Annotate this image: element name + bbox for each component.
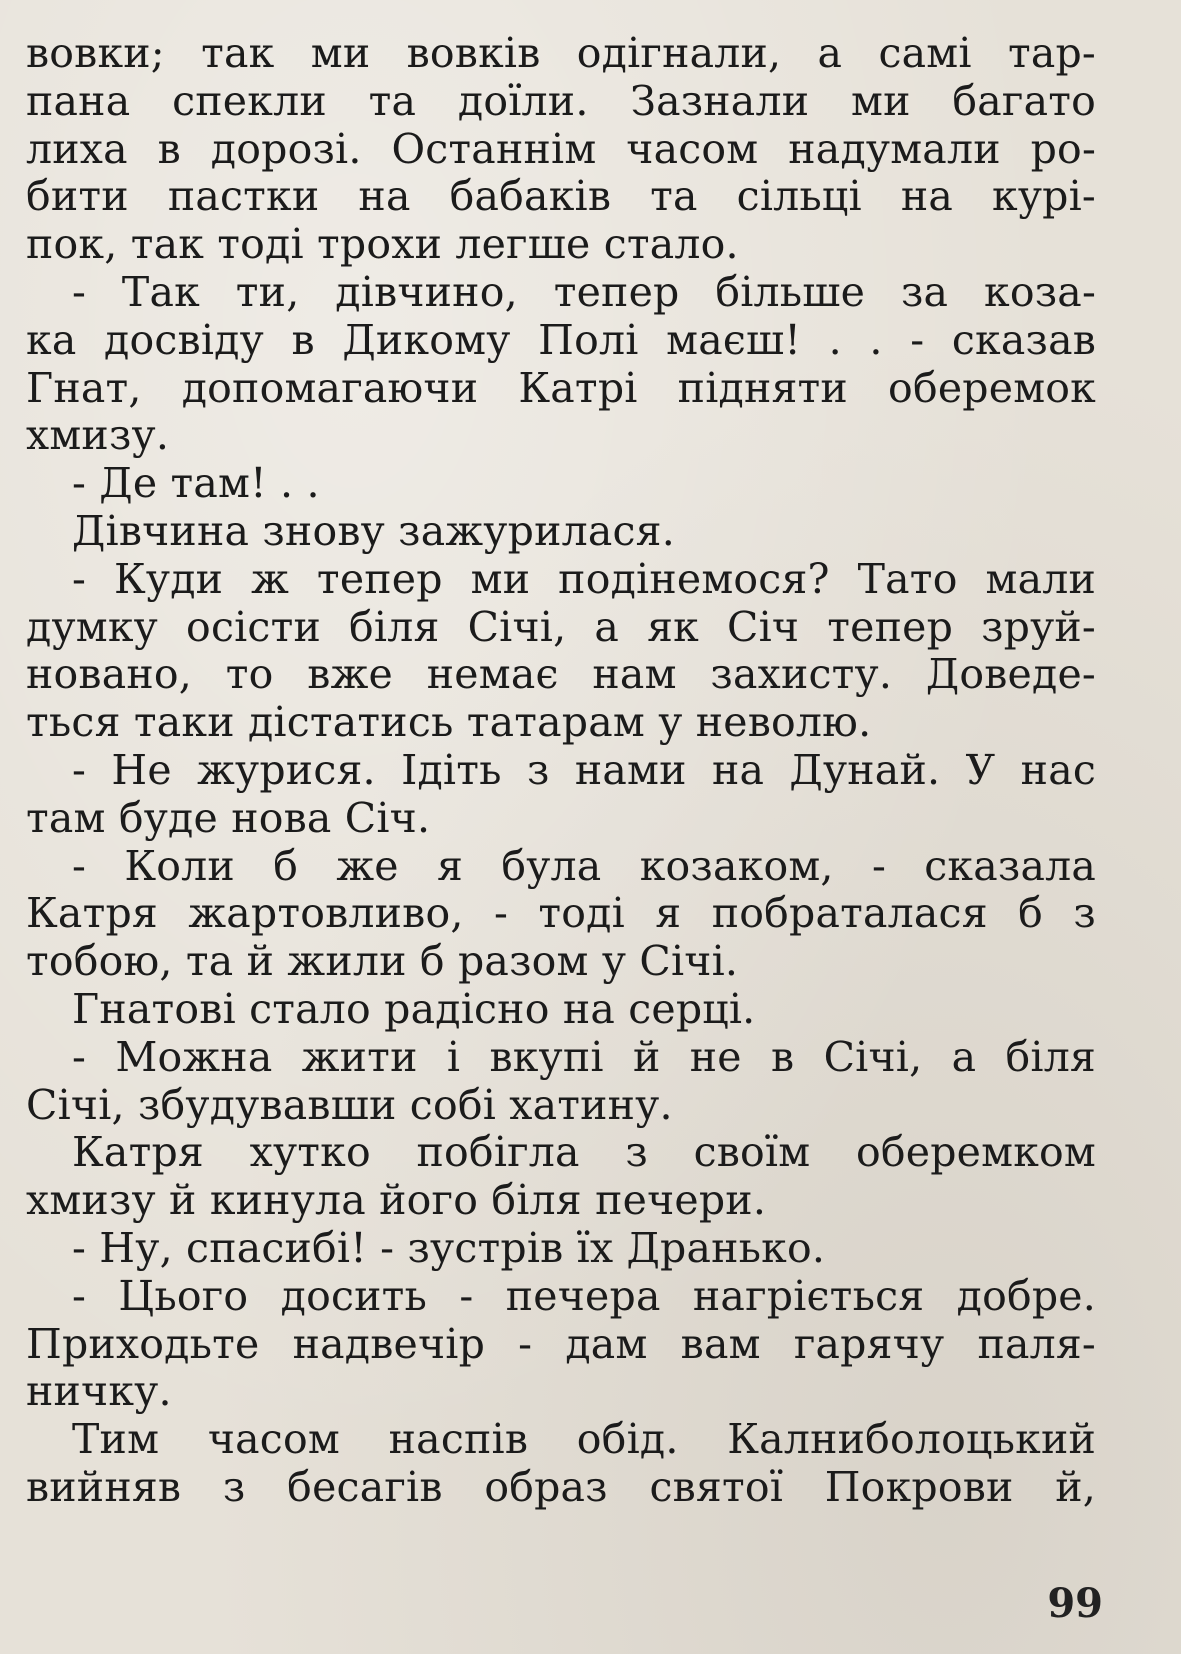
text-line: Гнатові стало радісно на серці. [72, 984, 756, 1033]
page-number: 99 [1047, 1580, 1103, 1627]
text-line: вовки; так ми вовків одігнали, а самі тар- [26, 29, 1096, 77]
text-line: хмизу й кинула його біля печери. [26, 1176, 767, 1225]
text-line: - Ну, спасибі! - зустрів їх Дранько. [72, 1223, 826, 1272]
page-text [26, 30, 1096, 1512]
text-line: Тим часом наспів обід. Калниболоцький [72, 1415, 1096, 1464]
text-line: думку осісти біля Січі, а як Січ тепер зруй- [26, 602, 1096, 651]
text-line: Дівчина знову зажурилася. [72, 506, 675, 555]
text-line: лиха в дорозі. Останнім часом надумали ро- [26, 124, 1096, 173]
text-line: - Можна жити і вкупі й не в Січі, а біля [72, 1032, 1096, 1081]
text-line: Гнат, допомагаючи Катрі підняти оберемок [26, 363, 1096, 412]
text-line: ка досвіду в Дикому Полі маєш! . . - сказав [26, 315, 1096, 364]
text-line: Катря жартовливо, - тоді я побраталася б з [26, 889, 1096, 938]
text-line: там буде нова Січ. [26, 793, 431, 842]
text-line: бити пастки на бабаків та сільці на курі- [26, 172, 1096, 221]
text-line: - Де там! . . [72, 459, 320, 508]
text-line: вийняв з бесагів образ святої Покрови й, [26, 1462, 1096, 1511]
text-line: Приходьте надвечір - дам вам гарячу паля- [26, 1319, 1096, 1368]
text-line: Січі, збудувавши собі хатину. [26, 1080, 673, 1129]
text-line: хмизу. [26, 411, 170, 460]
text-line: - Не журися. Ідіть з нами на Дунай. У нас [72, 745, 1096, 794]
text-line: - Куди ж тепер ми подінемося? Тато мали [72, 554, 1096, 603]
text-line: ничку. [26, 1367, 172, 1416]
text-line: пана спекли та доїли. Зазнали ми багато [26, 76, 1096, 125]
text-line: - Коли б же я була козаком, - сказала [72, 841, 1096, 890]
text-line: - Так ти, дівчино, тепер більше за коза- [72, 267, 1096, 316]
text-line: - Цього досить - печера нагріється добре. [72, 1271, 1096, 1320]
text-line: ться таки дістатись татарам у неволю. [26, 698, 872, 747]
text-line: тобою, та й жили б разом у Січі. [26, 937, 739, 986]
text-line: Катря хутко побігла з своїм оберемком [72, 1128, 1096, 1177]
text-line: пок, так тоді трохи легше стало. [26, 220, 739, 269]
text-line: новано, то вже немає нам захисту. Доведе- [26, 650, 1096, 699]
